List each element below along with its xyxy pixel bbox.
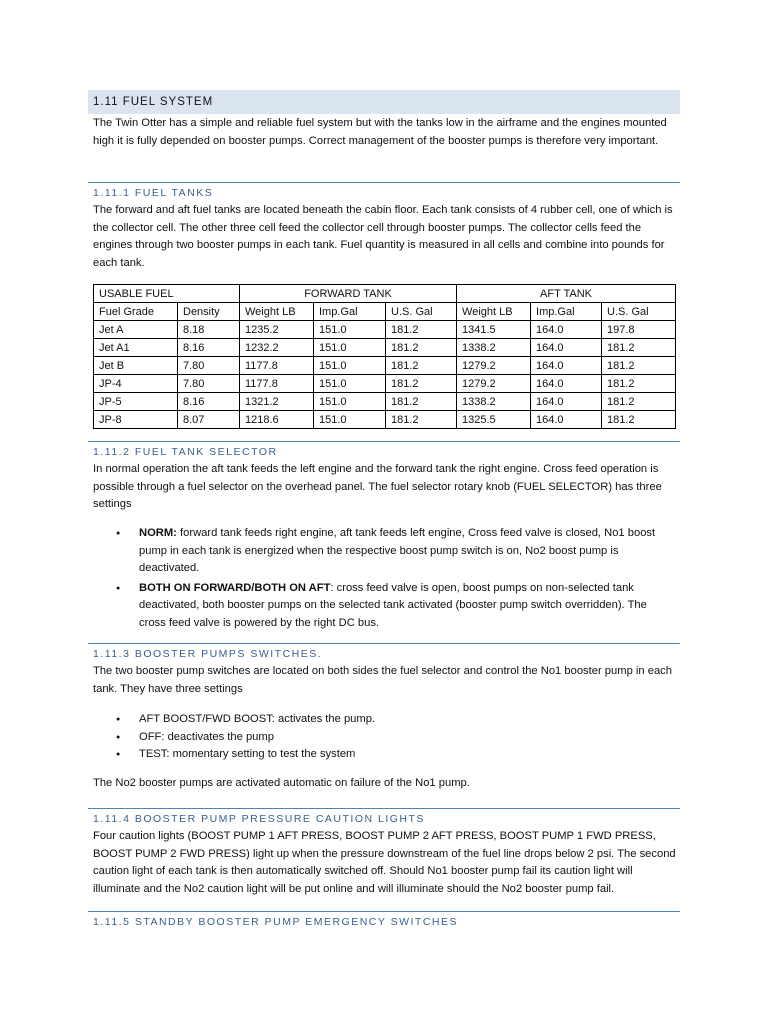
table-cell: 1338.2	[457, 393, 531, 411]
table-cell: Jet A	[94, 321, 178, 339]
table-cell: 1325.5	[457, 411, 531, 429]
table-cell: 181.2	[602, 375, 676, 393]
table-row	[94, 411, 676, 429]
table-cell: 164.0	[531, 339, 602, 357]
table-cell: 151.0	[314, 393, 386, 411]
column-header: Fuel Grade	[94, 303, 178, 321]
table-row	[94, 321, 676, 339]
column-header: U.S. Gal	[602, 303, 676, 321]
bullet-text: forward tank feeds right engine, aft tank feeds left engine, Cross feed valve is closed, No1 boost pump in each tank is energized when the respective boost pump switch is on, No2 boost pump is deactivated.	[139, 527, 656, 574]
section-divider	[88, 182, 680, 183]
table-row	[94, 339, 676, 357]
table-cell: 1177.8	[240, 357, 314, 375]
table-cell: 181.2	[602, 411, 676, 429]
table-cell: 1321.2	[240, 393, 314, 411]
switch-settings-list	[116, 711, 674, 764]
table-cell: 164.0	[531, 411, 602, 429]
fuel-tank-selector-heading: 1.11.2 FUEL TANK SELECTOR	[93, 446, 278, 458]
section-divider	[88, 643, 680, 644]
header-forward-tank: FORWARD TANK	[240, 285, 457, 303]
list-item: ● AFT BOOST/FWD BOOST: activates the pump.	[116, 711, 674, 729]
header-usable-fuel: USABLE FUEL	[94, 285, 240, 303]
column-header: Imp.Gal	[314, 303, 386, 321]
bullet-text: : cross feed valve is open, boost pumps on non-selected tank deactivated, both booster pumps on the selected tank activated (booster pump switch overridden). The cross feed valve is powered by the right DC bus.	[139, 581, 647, 629]
table-cell: 1218.6	[240, 411, 314, 429]
table-cell: 151.0	[314, 357, 386, 375]
table-cell: 8.16	[178, 339, 240, 357]
table-cell: 8.16	[178, 393, 240, 411]
no2-pumps-paragraph: The No2 booster pumps are activated automatic on failure of the No1 pump.	[93, 777, 470, 789]
booster-pumps-switches-paragraph: The two booster pump switches are located on both sides the fuel selector and control the No1 booster pump in each tank. They have three settings	[93, 665, 672, 695]
list-item	[116, 525, 674, 578]
column-header: Weight LB	[240, 303, 314, 321]
selector-settings-list	[116, 525, 674, 632]
list-item: ● OFF: deactivates the pump	[116, 729, 674, 747]
table-cell: 1279.2	[457, 357, 531, 375]
section-divider	[88, 808, 680, 809]
table-cell: JP-4	[94, 375, 178, 393]
header-aft-tank: AFT TANK	[457, 285, 676, 303]
table-row	[94, 393, 676, 411]
table-cell: 1232.2	[240, 339, 314, 357]
table-cell: 8.18	[178, 321, 240, 339]
table-cell: 164.0	[531, 375, 602, 393]
section-divider	[88, 441, 680, 442]
table-cell: 181.2	[386, 393, 457, 411]
table-cell: 181.2	[602, 393, 676, 411]
table-cell: 151.0	[314, 375, 386, 393]
table-cell: 1177.8	[240, 375, 314, 393]
table-cell: 1338.2	[457, 339, 531, 357]
standby-pump-switches-heading: 1.11.5 STANDBY BOOSTER PUMP EMERGENCY SWITCHES	[93, 916, 459, 928]
usable-fuel-table	[93, 284, 676, 429]
section-title: 1.11 FUEL SYSTEM	[88, 90, 680, 114]
column-header: Imp.Gal	[531, 303, 602, 321]
table-cell: JP-8	[94, 411, 178, 429]
section-divider	[88, 911, 680, 912]
table-cell: 1279.2	[457, 375, 531, 393]
table-cell: Jet B	[94, 357, 178, 375]
table-cell: 181.2	[386, 321, 457, 339]
table-cell: 181.2	[386, 339, 457, 357]
table-cell: 181.2	[386, 375, 457, 393]
bullet-term: NORM:	[139, 527, 177, 539]
table-cell: 151.0	[314, 411, 386, 429]
table-cell: 181.2	[602, 339, 676, 357]
column-header: Density	[178, 303, 240, 321]
table-cell: 164.0	[531, 357, 602, 375]
table-cell: 181.2	[386, 411, 457, 429]
table-cell: 151.0	[314, 321, 386, 339]
table-cell: 7.80	[178, 357, 240, 375]
table-cell: 197.8	[602, 321, 676, 339]
fuel-tanks-paragraph: The forward and aft fuel tanks are located beneath the cabin floor. Each tank consists of 4 rubber cell, one of which is the collector cell. The other three cell feed the collector cell through booster pumps. The collector cells feed the engines through two booster pumps in each tank. Fuel quantity is measured in all cells and combine into pounds for each tank.	[93, 204, 673, 269]
list-item	[116, 580, 674, 633]
fuel-tank-selector-paragraph: In normal operation the aft tank feeds the left engine and the forward tank the right engine. Cross feed operation is possible through a fuel selector on the overhead panel. The fuel selector rotary knob (FUEL SELECTOR) has three settings	[93, 463, 662, 510]
caution-lights-heading: 1.11.4 BOOSTER PUMP PRESSURE CAUTION LIGHTS	[93, 813, 425, 825]
table-cell: JP-5	[94, 393, 178, 411]
bullet-term: BOTH ON FORWARD/BOTH ON AFT	[139, 581, 331, 594]
table-cell: 164.0	[531, 321, 602, 339]
table-cell: Jet A1	[94, 339, 178, 357]
table-cell: 1341.5	[457, 321, 531, 339]
table-cell: 7.80	[178, 375, 240, 393]
caution-lights-paragraph: Four caution lights (BOOST PUMP 1 AFT PRESS, BOOST PUMP 2 AFT PRESS, BOOST PUMP 1 FWD PRESS, BOOST PUMP 2 FWD PRESS) light up when the pressure downstream of the fuel line drops below 2 psi. The second caution light of each tank is then automatically switched off. Should No1 booster pump fail its caution light will illuminate and the No2 caution light will be put online and will illuminate should the No2 booster pump fail.	[93, 830, 676, 895]
table-cell: 151.0	[314, 339, 386, 357]
column-header: U.S. Gal	[386, 303, 457, 321]
table-cell: 164.0	[531, 393, 602, 411]
intro-paragraph: The Twin Otter has a simple and reliable fuel system but with the tanks low in the airframe and the engines mounted high it is fully depended on booster pumps. Correct management of the booster pumps is therefore very important.	[93, 117, 667, 147]
fuel-tanks-heading: 1.11.1 FUEL TANKS	[93, 187, 214, 199]
booster-pumps-switches-heading: 1.11.3 BOOSTER PUMPS SWITCHES.	[93, 648, 323, 660]
column-header: Weight LB	[457, 303, 531, 321]
table-column-row	[94, 303, 676, 321]
table-cell: 181.2	[602, 357, 676, 375]
table-cell: 8.07	[178, 411, 240, 429]
list-item: ● TEST: momentary setting to test the system	[116, 746, 674, 764]
table-cell: 1235.2	[240, 321, 314, 339]
table-cell: 181.2	[386, 357, 457, 375]
table-row	[94, 357, 676, 375]
table-header-row	[94, 285, 676, 303]
table-row	[94, 375, 676, 393]
